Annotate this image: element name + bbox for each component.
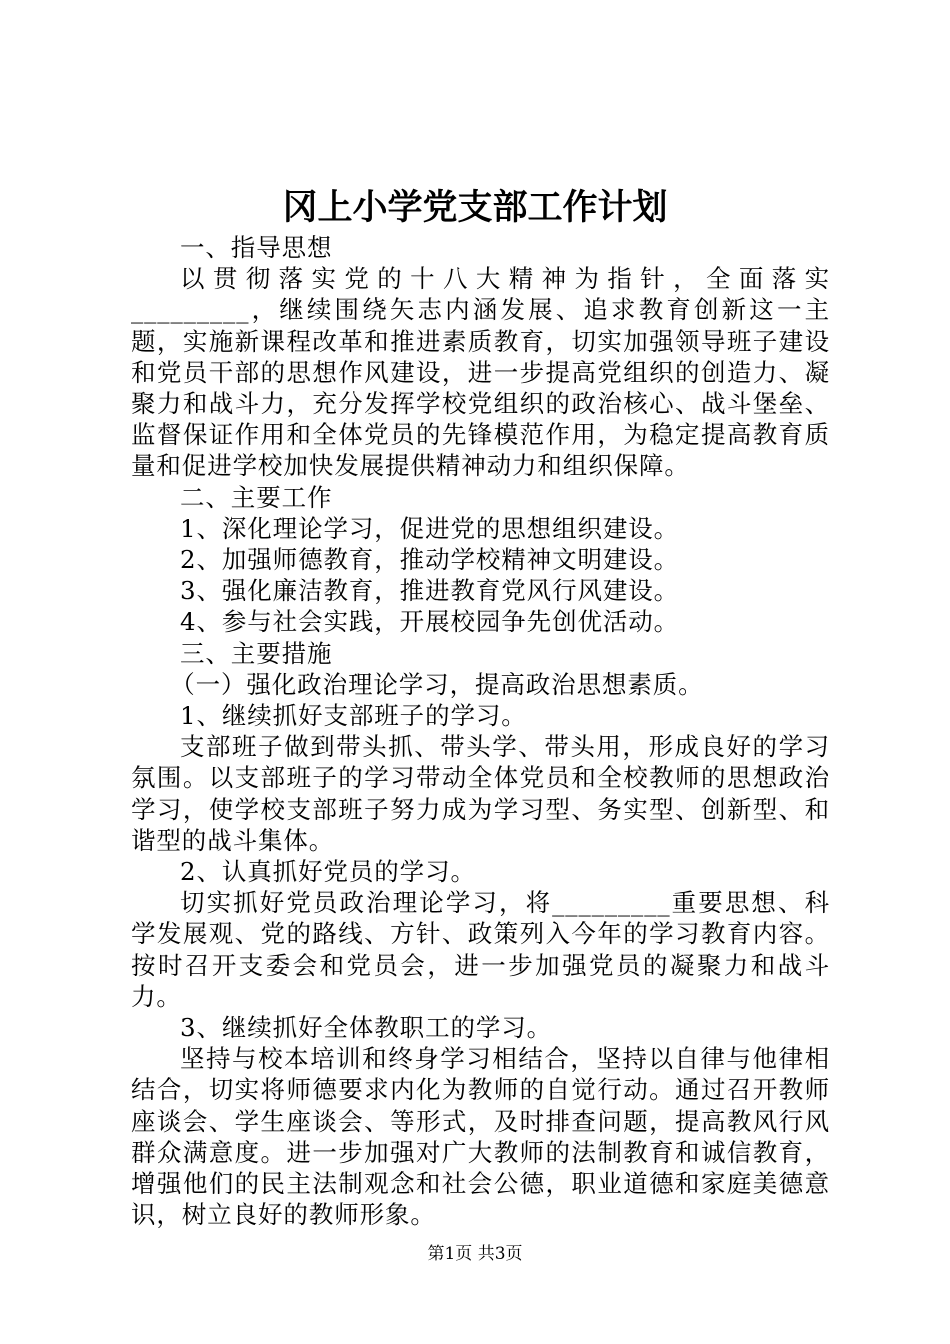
heading-staff-study: 3、继续抓好全体教职工的学习。 bbox=[180, 1013, 553, 1043]
document-title: 冈上小学党支部工作计划 bbox=[282, 188, 668, 228]
paragraph-staff-study: 坚持与校本培训和终身学习相结合，坚持以自律与他律相结合，切实将师德要求内化为教师的自觉行动。通过召开教师座谈会、学生座谈会、等形式，及时排查问题，提高教风行风群众满意度。进一步加强对广大教师的法制教育和诚信教育，增强他们的民主法制观念和社会公德，职业道德和家庭美德意识，树立良好的教师形象。 bbox=[131, 1044, 830, 1230]
heading-branch-study: 1、继续抓好支部班子的学习。 bbox=[180, 701, 527, 731]
heading-guiding-ideology: 一、指导思想 bbox=[180, 233, 333, 262]
document-body bbox=[131, 232, 830, 1231]
list-item-work-4: 4、参与社会实践，开展校园争先创优活动。 bbox=[180, 607, 680, 637]
heading-main-work: 二、主要工作 bbox=[180, 482, 333, 512]
list-item-work-1: 1、深化理论学习，促进党的思想组织建设。 bbox=[180, 513, 680, 543]
heading-member-study: 2、认真抓好党员的学习。 bbox=[180, 857, 476, 887]
list-item-work-2: 2、加强师德教育，推动学校精神文明建设。 bbox=[180, 545, 680, 575]
heading-main-measures: 三、主要措施 bbox=[180, 638, 333, 668]
list-item-work-3: 3、强化廉洁教育，推进教育党风行风建设。 bbox=[180, 576, 680, 606]
subheading-political-study: （一）强化政治理论学习，提高政治思想素质。 bbox=[170, 669, 704, 699]
paragraph-member-study: 切实抓好党员政治理论学习，将_________重要思想、科学发展观、党的路线、方针、政策列入今年的学习教育内容。按时召开支委会和党员会，进一步加强党员的凝聚力和战斗力。 bbox=[131, 888, 830, 1011]
paragraph-branch-study: 支部班子做到带头抓、带头学、带头用，形成良好的学习氛围。以支部班子的学习带动全体党员和全校教师的思想政治学习，使学校支部班子努力成为学习型、务实型、创新型、和谐型的战斗集体。 bbox=[131, 732, 830, 855]
page-number: 第1页 共3页 bbox=[427, 1244, 523, 1264]
paragraph-guiding-ideology: 以贯彻落实党的十八大精神为指针，全面落实_________，继续围绕矢志内涵发展、追求教育创新这一主题，实施新课程改革和推进素质教育，切实加强领导班子建设和党员干部的思想作风建设，进一步提高党组织的创造力、凝聚力和战斗力，充分发挥学校党组织的政治核心、战斗堡垒、监督保证作用和全体党员的先锋模范作用，为稳定提高教育质量和促进学校加快发展提供精神动力和组织保障。 bbox=[131, 264, 830, 481]
